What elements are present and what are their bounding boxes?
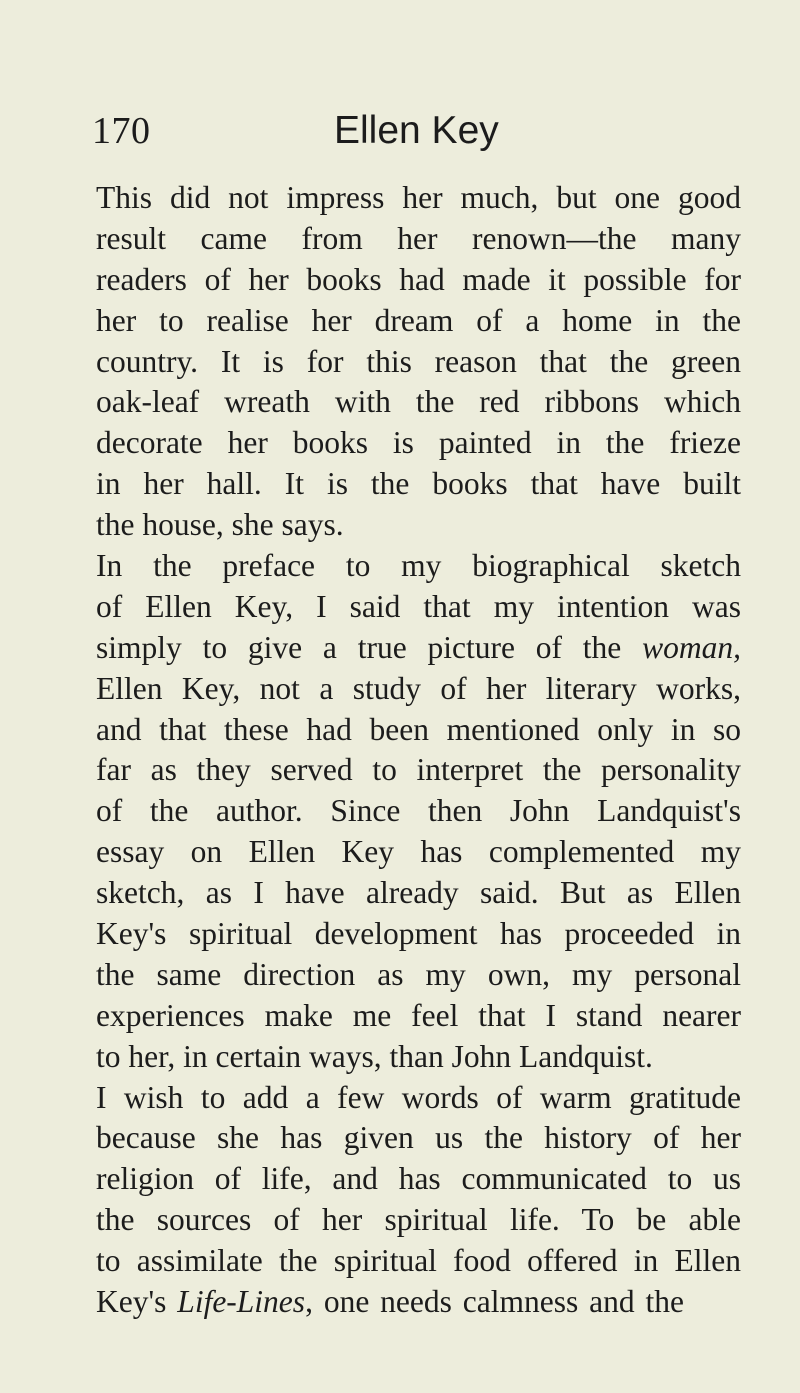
text-line: In the preface to my biographical sketch [96, 548, 741, 584]
text-line: her to realise her dream of a home in the [96, 302, 741, 338]
text-line: result came from her renown—the many [96, 220, 741, 256]
running-title: Ellen Key [334, 109, 499, 152]
text-line: religion of life, and has communicated to us [96, 1161, 741, 1197]
text-segment: , one needs calmness and the [305, 1284, 684, 1320]
text-line: in her hall. It is the books that have built [96, 466, 741, 502]
text-line: oak-leaf wreath with the red ribbons which [96, 384, 741, 420]
text-line: to her, in certain ways, than John Landquist. [96, 1038, 653, 1074]
text-line: because she has given us the history of her [96, 1120, 741, 1156]
text-line: This did not impress her much, but one good [96, 180, 741, 215]
text-line: the house, she says. [96, 507, 344, 543]
text-line: and that these had been mentioned only in so [96, 711, 741, 747]
body-text [96, 178, 741, 1323]
text-line: experiences make me feel that I stand nearer [96, 997, 741, 1033]
text-line: readers of her books had made it possible for [96, 261, 741, 297]
text-line: far as they served to interpret the personality [96, 752, 741, 788]
text-line: country. It is for this reason that the green [96, 343, 741, 379]
text-line: the sources of her spiritual life. To be able [96, 1202, 741, 1238]
text-line: decorate her books is painted in the frieze [96, 425, 741, 461]
running-head [92, 103, 742, 159]
text-line-with-italic [96, 1282, 741, 1323]
text-line: of Ellen Key, I said that my intention was [96, 588, 741, 624]
text-line: Key's spiritual development has proceeded in [96, 916, 741, 952]
text-line: the same direction as my own, my personal [96, 956, 741, 992]
page-number: 170 [92, 110, 151, 152]
italic-word-woman: woman, [642, 629, 741, 665]
text-line: essay on Ellen Key has complemented my [96, 834, 741, 870]
italic-title-life-lines: Life-Lines [177, 1284, 306, 1320]
text-line: Ellen Key, not a study of her literary works, [96, 670, 741, 706]
text-segment: Key's [96, 1284, 178, 1320]
text-line: I wish to add a few words of warm gratitude [96, 1079, 741, 1115]
text-line-with-italic [96, 628, 741, 669]
text-line: to assimilate the spiritual food offered in Ellen [96, 1243, 741, 1279]
text-segment: simply to give a true picture of the [96, 629, 643, 665]
text-line: sketch, as I have already said. But as Ellen [96, 875, 741, 911]
text-line: of the author. Since then John Landquist's [96, 793, 741, 829]
